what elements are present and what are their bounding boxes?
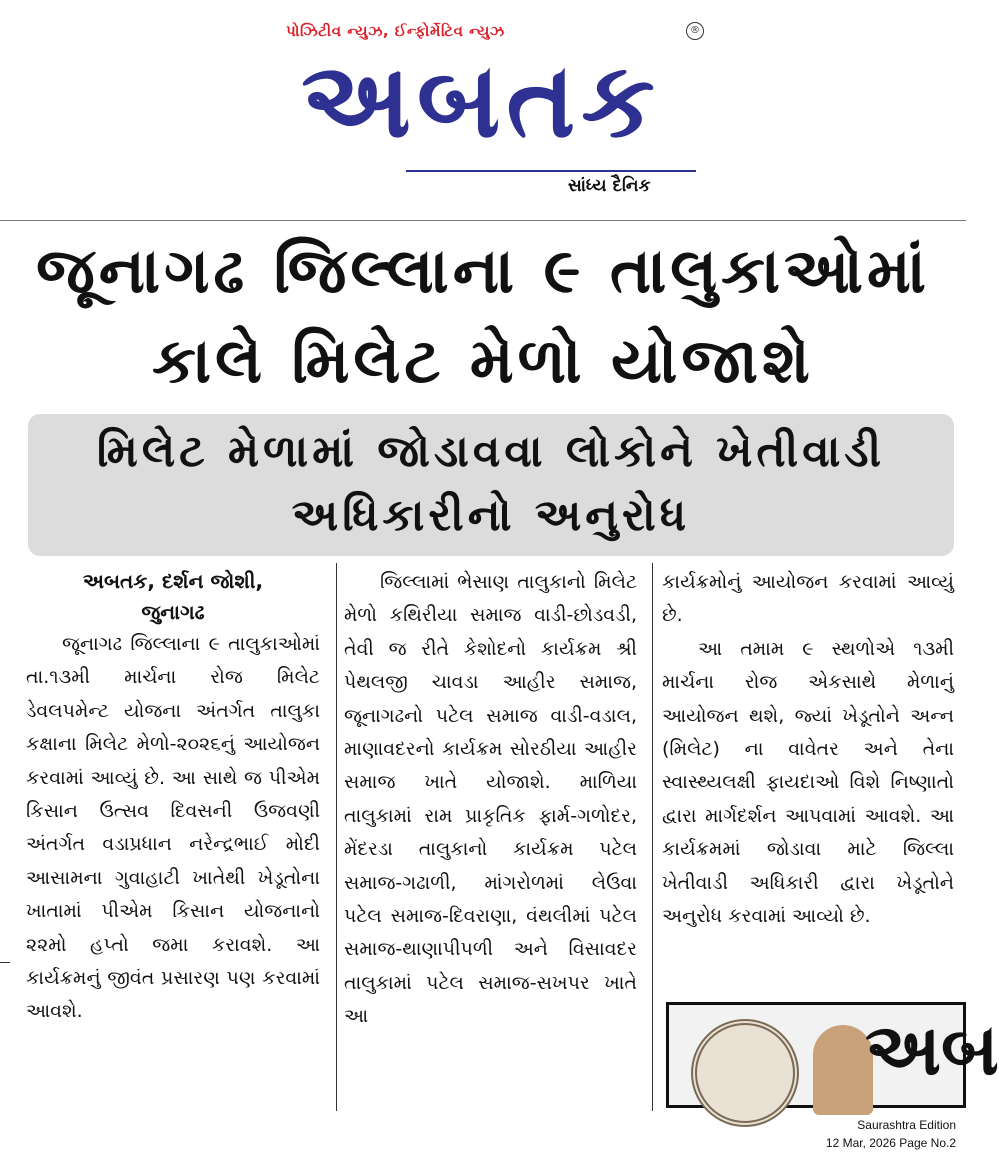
headline-line-1: જૂનાગઢ જિલ્લાના ૯ તાલુકાઓમાં bbox=[36, 234, 930, 307]
page-footer bbox=[756, 1116, 956, 1152]
masthead-tagline: પોઝિટીવ ન્યુઝ, ઈન્ફોર્મેટિવ ન્યુઝ bbox=[286, 22, 505, 40]
masthead-subtitle: સાંધ્ય દૈનિક bbox=[568, 176, 651, 196]
article-column-3 bbox=[662, 566, 954, 933]
masthead bbox=[256, 18, 706, 208]
byline-author: અબતક, દર્શન જોશી, bbox=[82, 569, 264, 593]
column-divider bbox=[652, 563, 653, 1111]
article-column-1 bbox=[26, 566, 320, 1029]
masthead-divider bbox=[0, 220, 966, 221]
logo-underline bbox=[406, 170, 696, 172]
article-subheadline bbox=[28, 420, 954, 548]
advertisement-thumbnail[interactable] bbox=[666, 1002, 999, 1108]
paragraph: જૂનાગઢ જિલ્લાના ૯ તાલુકાઓમાં તા.૧૩મી માર્ચના રોજ મિલેટ ડેવલપમેન્ટ યોજના અંતર્ગત તાલુકા કક્ષાના મિલેટ મેળો-૨૦૨૬નું આયોજન કરવામાં આવ્યું છે. આ સાથે જ પીએમ કિસાન ઉત્સવ દિવસની ઉજવણી અંતર્ગત વડાપ્રધાન નરેન્દ્રભાઈ મોદી આસામના ગુવાહાટી ખાતેથી ખેડૂતોના ખાતામાં પીએમ કિસાન યોજનાનો ૨૨મો હપ્તો જમા કરાવશે. આ કાર્યક્રમનું જીવંત પ્રસારણ પણ કરવામાં આવશે. bbox=[26, 633, 320, 1023]
headline-line-2: કાલે મિલેટ મેળો યોજાશે bbox=[152, 324, 814, 397]
article-column-2 bbox=[344, 566, 637, 1034]
paragraph: જિલ્લામાં ભેસાણ તાલુકાનો મિલેટ મેળો કથિરીયા સમાજ વાડી-છોડવડી, તેવી જ રીતે કેશોદનો કાર્યક્રમ શ્રી પેથલજી ચાવડા આહીર સમાજ, જૂનાગઢનો પટેલ સમાજ વાડી-વડાલ, માણાવદરનો કાર્યક્રમ સોરઠીયા આહીર સમાજ ખાતે યોજાશે. માળિયા તાલુકામાં રામ પ્રાકૃતિક ફાર્મ-ગળોદર, મેંદરડા તાલુકાનો કાર્યક્રમ પટેલ સમાજ-ગઢાળી, માંગરોળમાં લેઉવા પટેલ સમાજ-દિવરાણા, વંથલીમાં પટેલ સમાજ-થાણાપીપળી અને વિસાવદર તાલુકામાં પટેલ સમાજ-સખપર ખાતે આ bbox=[344, 571, 637, 1028]
edition-label: Saurashtra Edition bbox=[857, 1118, 956, 1132]
subheadline-line-1: મિલેટ મેળામાં જોડાવવા લોકોને ખેતીવાડી bbox=[96, 426, 886, 477]
emblem-icon bbox=[691, 1019, 799, 1127]
paragraph: કાર્યક્રમોનું આયોજન કરવામાં આવ્યું છે. bbox=[662, 571, 954, 627]
subheadline-box bbox=[28, 414, 954, 556]
byline bbox=[26, 566, 320, 628]
person-image bbox=[813, 1025, 873, 1115]
margin-mark bbox=[0, 962, 10, 963]
paragraph: આ તમામ ૯ સ્થળોએ ૧૩મી માર્ચના રોજ એકસાથે મેળાનું આયોજન થશે, જ્યાં ખેડૂતોને અન્ન (મિલેટ) ના વાવેતર અને તેના સ્વાસ્થ્યલક્ષી ફાયદાઓ વિશે નિષ્ણાતો દ્વારા માર્ગદર્શન આપવામાં આવશે. આ કાર્યક્રમમાં જોડાવા માટે જિલ્લા ખેતીવાડી અધિકારી દ્વારા ખેડૂતોને અનુરોધ કરવામાં આવ્યો છે. bbox=[662, 637, 954, 928]
column-divider bbox=[336, 563, 337, 1111]
newspaper-logo: અબતક bbox=[301, 39, 661, 161]
subheadline-line-2: અધિકારીનો અનુરોધ bbox=[291, 490, 691, 541]
date-page-label: 12 Mar, 2026 Page No.2 bbox=[825, 1136, 956, 1150]
registered-mark-icon: ® bbox=[686, 22, 704, 40]
ad-logo-text: અબ bbox=[865, 1007, 999, 1091]
byline-place: જુનાગઢ bbox=[141, 600, 205, 624]
article-headline bbox=[18, 226, 948, 406]
